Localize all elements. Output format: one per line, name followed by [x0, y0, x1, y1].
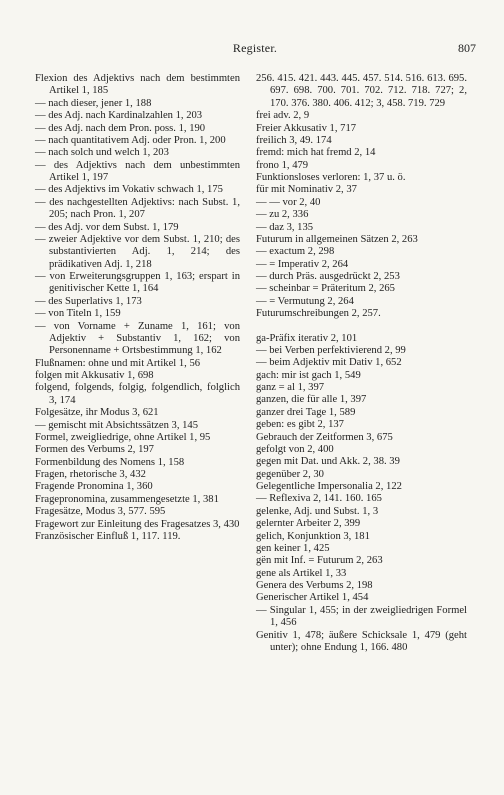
index-entry: gach: mir ist gach 1, 549: [256, 369, 361, 381]
index-entry: Genitiv 1, 478; äußere Schicksale 1, 479 (geht unter); ohne Endung 1, 166. 480: [256, 629, 467, 653]
index-entry: Generischer Artikel 1, 454: [256, 592, 369, 604]
index-entry: — von Erweiterungsgruppen 1, 163; erspart in genitivischer Kette 1, 164: [35, 271, 240, 295]
index-entry: Freier Akkusativ 1, 717: [256, 122, 357, 134]
index-entry: — = Vermutung 2, 264: [256, 295, 354, 307]
index-entry: Futurumschreibungen 2, 257.: [256, 308, 381, 320]
index-entry: — daz 3, 135: [256, 221, 314, 233]
index-entry: gelernter Arbeiter 2, 399: [256, 518, 361, 530]
index-entry: — nach solch und welch 1, 203: [35, 147, 169, 159]
index-entry: ganzen, die für alle 1, 397: [256, 394, 367, 406]
index-entry: für mit Nominativ 2, 37: [256, 184, 357, 196]
index-entry: — des Adj. vor dem Subst. 1, 179: [35, 221, 179, 233]
index-entry: — des Adjektivs im Vokativ schwach 1, 175: [35, 184, 223, 196]
left-index-column: [35, 73, 240, 543]
index-entry: gen keiner 1, 425: [256, 542, 330, 554]
index-entry: Funktionsloses verloren: 1, 37 u. ö.: [256, 172, 406, 183]
index-entry: Fragepronomina, zusammengesetzte 1, 381: [35, 493, 219, 505]
index-entry: Folgesätze, ihr Modus 3, 621: [35, 407, 159, 419]
index-entry: — des Adj. nach Kardinalzahlen 1, 203: [35, 110, 203, 122]
index-entry: — gemischt mit Absichtssätzen 3, 145: [35, 419, 199, 431]
index-entry: gefolgt von 2, 400: [256, 443, 334, 455]
index-entry: Gebrauch der Zeitformen 3, 675: [256, 431, 393, 443]
index-entry: Fragende Pronomina 1, 360: [35, 481, 153, 493]
index-entry: ga-Präfix iterativ 2, 101: [256, 332, 358, 344]
index-entry: Formel, zweigliedrige, ohne Artikel 1, 95: [35, 431, 211, 443]
index-entry: — des Adj. nach dem Pron. poss. 1, 190: [35, 122, 206, 134]
index-entry: geben: es gibt 2, 137: [256, 419, 344, 431]
index-entry: ganz = al 1, 397: [256, 382, 325, 393]
index-entry: gene als Artikel 1, 33: [256, 567, 347, 579]
index-entry: — zu 2, 336: [256, 209, 309, 221]
index-entry: Flexion des Adjektivs nach dem bestimmten Artikel 1, 185: [35, 73, 240, 97]
index-entry: — zweier Adjektive vor dem Subst. 1, 210; des substantivierten Adj. 1, 214; des prädikativen Adj. 1, 218: [35, 233, 240, 270]
index-entry: — Reflexiva 2, 141. 160. 165: [256, 493, 382, 505]
index-entry: — — vor 2, 40: [256, 196, 321, 208]
index-entry: fremd: mich hat fremd 2, 14: [256, 147, 376, 159]
index-entry: Fragesätze, Modus 3, 577. 595: [35, 506, 166, 518]
index-entry: — durch Präs. ausgedrückt 2, 253: [256, 271, 400, 282]
page-header: [34, 41, 476, 57]
index-entry: Fragewort zur Einleitung des Fragesatzes 3, 430: [35, 518, 240, 530]
index-entry: Französischer Einfluß 1, 117. 119.: [35, 530, 181, 542]
right-index-column: [256, 73, 467, 654]
index-entry: frono 1, 479: [256, 159, 309, 171]
index-entry: frei adv. 2, 9: [256, 110, 310, 122]
index-entry: — des Superlativs 1, 173: [35, 295, 142, 307]
index-entry: folgen mit Akkusativ 1, 698: [35, 370, 154, 381]
index-entry: Fragen, rhetorische 3, 432: [35, 469, 146, 480]
index-entry: — nach dieser, jener 1, 188: [35, 97, 152, 109]
index-entry: — nach quantitativem Adj. oder Pron. 1, 200: [35, 134, 226, 146]
index-entry: — exactum 2, 298: [256, 246, 335, 258]
index-entry: — beim Adjektiv mit Dativ 1, 652: [256, 357, 402, 369]
running-title: Register.: [232, 41, 278, 55]
section-gap: [256, 321, 467, 333]
index-entry: — bei Verben perfektivierend 2, 99: [256, 344, 406, 356]
page-number: 807: [458, 41, 476, 55]
index-entry: Formenbildung des Nomens 1, 158: [35, 456, 185, 468]
index-entry: — des nachgestellten Adjektivs: nach Subst. 1, 205; nach Pron. 1, 207: [35, 196, 240, 221]
index-entry: — des Adjektivs nach dem unbestimmten Artikel 1, 197: [35, 159, 240, 183]
index-entry: Gelegentliche Impersonalia 2, 122: [256, 481, 402, 492]
index-entry: gën mit Inf. = Futurum 2, 263: [256, 555, 383, 567]
index-entry: gelenke, Adj. und Subst. 1, 3: [256, 505, 379, 517]
index-entry: 256. 415. 421. 443. 445. 457. 514. 516. 613. 695. 697. 698. 700. 701. 702. 712. 718. 727; 2, 170. 376. 380. 406. 412; 3, 458. 719. 729: [256, 73, 467, 109]
index-entry: gelich, Konjunktion 3, 181: [256, 530, 370, 542]
index-entry: folgend, folgends, folgig, folgendlich, folglich 3, 174: [35, 382, 240, 406]
index-entry: gegenüber 2, 30: [256, 468, 324, 480]
index-entry: Flußnamen: ohne und mit Artikel 1, 56: [35, 357, 201, 369]
index-entry: — von Vorname + Zuname 1, 161; von Adjektiv + Substantiv 1, 162; von Personenname + Ortsbestimmung 1, 162: [35, 320, 240, 357]
index-entry: ganzer drei Tage 1, 589: [256, 406, 356, 418]
index-entry: Genera des Verbums 2, 198: [256, 580, 373, 591]
index-entry: Formen des Verbums 2, 197: [35, 444, 154, 456]
index-entry: Futurum in allgemeinen Sätzen 2, 263: [256, 233, 418, 245]
index-entry: — scheinbar = Präteritum 2, 265: [256, 283, 395, 295]
index-entry: — Singular 1, 455; in der zweigliedrigen Formel 1, 456: [256, 604, 467, 629]
index-entry: — von Titeln 1, 159: [35, 308, 121, 320]
index-entry: gegen mit Dat. und Akk. 2, 38. 39: [256, 456, 400, 468]
index-entry: — = Imperativ 2, 264: [256, 258, 349, 270]
index-entry: freilich 3, 49. 174: [256, 134, 332, 146]
